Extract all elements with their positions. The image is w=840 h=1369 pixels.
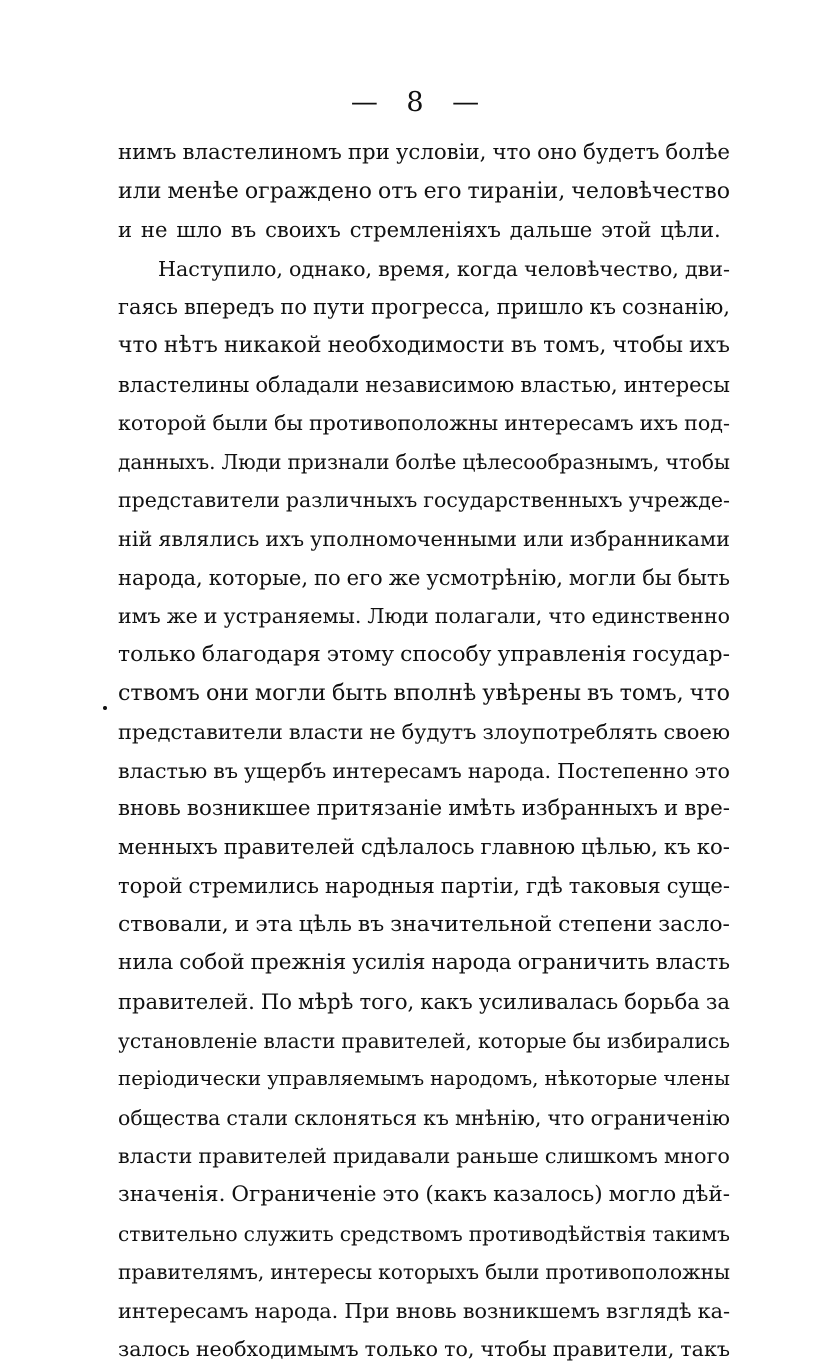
word: интересамъ (332, 758, 462, 783)
word: Люди (221, 449, 282, 474)
text-line (118, 829, 730, 868)
word: которые, (208, 565, 309, 590)
word: однако, (289, 256, 373, 281)
word: и (118, 217, 133, 243)
word: могли (254, 680, 326, 707)
text-line (118, 559, 730, 598)
word: стали (226, 1105, 288, 1130)
word: интересамъ (118, 1298, 249, 1323)
word: ихъ (639, 411, 679, 436)
word: увѣрены (482, 680, 581, 707)
word: что (689, 680, 730, 707)
word: мнѣнію, (454, 1105, 542, 1130)
word: усиливалась (478, 989, 619, 1015)
word: вре- (684, 796, 730, 822)
word: государственныхъ (423, 488, 623, 513)
word: къ (423, 1105, 449, 1130)
text-line (118, 1137, 730, 1176)
word: власти (118, 1144, 193, 1169)
word: человѣчество, (524, 256, 679, 281)
word: будутъ (401, 719, 477, 744)
word: они (205, 680, 249, 707)
word: по (280, 295, 307, 320)
word: ка- (697, 1298, 730, 1323)
text-line (118, 944, 730, 983)
word: мѣрѣ (298, 989, 354, 1015)
text-line (118, 134, 730, 173)
word: томъ, (543, 332, 607, 358)
text-line (118, 1253, 730, 1292)
word: усмотрѣнію, (426, 565, 563, 590)
word: засло- (658, 911, 730, 937)
word: это (382, 1182, 420, 1208)
word: представители (118, 719, 283, 744)
word: бы (572, 1028, 601, 1053)
word: прогресса, (370, 295, 491, 320)
word: суще- (666, 873, 730, 899)
word: пришло (496, 295, 584, 320)
text-line (118, 1176, 730, 1215)
word: ствомъ (118, 680, 200, 707)
text-line (118, 1215, 730, 1254)
word: интересы (270, 1260, 373, 1285)
word: народа. (467, 758, 552, 783)
word: придавали (332, 1144, 451, 1169)
word: полагали, (434, 604, 543, 629)
word: бы (274, 411, 303, 436)
word: возникшее (186, 796, 311, 822)
word: учрежде- (628, 488, 730, 513)
word: ихъ (265, 526, 305, 551)
word: тираніи, (467, 178, 566, 204)
word: слишкомъ (544, 1144, 658, 1169)
word: управленія (497, 641, 627, 667)
text-line (118, 443, 730, 482)
word: чтобы (480, 1337, 547, 1362)
text-line (118, 481, 730, 520)
word: ограничить (517, 950, 650, 976)
word: которые (477, 1028, 567, 1053)
word: прежнія (250, 950, 347, 976)
text-line (118, 327, 730, 366)
word: По (260, 989, 293, 1015)
word: сознанію, (622, 295, 730, 320)
word: государ- (632, 641, 730, 667)
word: же (388, 565, 421, 590)
word: устраняемы. (223, 604, 362, 629)
word: могли (568, 565, 637, 590)
word: представители (118, 488, 280, 513)
word: значительной (390, 911, 553, 937)
word: правителей (198, 1144, 327, 1169)
word: вновь (395, 1298, 457, 1323)
word: были (212, 411, 269, 436)
word: когда (456, 256, 518, 281)
word: такимъ (652, 1221, 730, 1246)
word: избранниками (569, 526, 730, 551)
text-line (118, 1099, 730, 1138)
word: (какъ (425, 1182, 488, 1208)
word: ствовали, (118, 911, 229, 937)
word: нила (118, 950, 174, 976)
word: чтобы (665, 449, 730, 474)
word: ко- (696, 834, 730, 860)
text-line (118, 790, 730, 829)
word: властью (118, 758, 208, 783)
word: усилія (352, 950, 426, 976)
word: управляемымъ (267, 1067, 425, 1091)
word: народа, (118, 565, 203, 590)
word: періодически (118, 1067, 262, 1091)
word: были (485, 1260, 540, 1285)
word: менныхъ (118, 834, 218, 860)
word: ствительно (118, 1221, 238, 1246)
word: имѣть (448, 796, 516, 822)
word: будетъ (583, 140, 660, 165)
text-line (118, 366, 730, 405)
word: дви- (684, 256, 730, 281)
word: то, (444, 1337, 475, 1362)
word: ограниченію (590, 1105, 730, 1130)
word: избранныхъ (521, 796, 658, 822)
word: быть (677, 565, 730, 590)
word: его (346, 565, 383, 590)
word: власть (655, 950, 730, 976)
word: которыхъ (378, 1260, 480, 1285)
text-line (118, 211, 730, 250)
word: избирались (606, 1028, 730, 1053)
word: какъ (420, 989, 473, 1015)
word: властелины (118, 372, 250, 397)
word: могло (608, 1182, 677, 1208)
word: что (548, 604, 586, 629)
text-line (118, 597, 730, 636)
word: независимою (365, 372, 515, 397)
word: ній (118, 526, 153, 551)
word: правителей (223, 834, 355, 860)
word: взглядѣ (606, 1298, 692, 1323)
word: къ (663, 834, 691, 860)
word: интересы (623, 372, 730, 397)
word: цѣль (298, 911, 352, 937)
word: возникшемъ (462, 1298, 600, 1323)
word: только (364, 1337, 439, 1362)
word: чтобы (612, 332, 683, 358)
word: Постепенно (557, 758, 689, 783)
word: противоположны (308, 411, 499, 436)
word: народа. (254, 1298, 339, 1323)
word: пути (312, 295, 365, 320)
word: болѣе (665, 140, 730, 165)
word: общества (118, 1105, 221, 1130)
word: которой (118, 411, 207, 436)
word: что (547, 1105, 585, 1130)
word: не (140, 217, 168, 243)
word: болѣе (395, 449, 457, 474)
text-line (118, 983, 730, 1022)
word: цѣлесообразнымъ, (462, 449, 660, 474)
text-line (118, 173, 730, 212)
word: своею (663, 719, 730, 744)
word: единственно (591, 604, 730, 629)
word: или (523, 526, 564, 551)
word: значенія. (118, 1182, 226, 1208)
word: собой (179, 950, 245, 976)
word: или (118, 178, 162, 204)
word: цѣли. (660, 217, 721, 243)
word: оно (537, 140, 577, 165)
word: его (423, 178, 462, 204)
word: въ (230, 217, 257, 243)
word: властелиномъ (182, 140, 342, 165)
text-line (118, 636, 730, 675)
word: являлись (158, 526, 260, 551)
word: ихъ (689, 332, 730, 358)
word: это (694, 758, 730, 783)
word: противоположны (545, 1260, 730, 1285)
word: противодѣйствія (468, 1221, 647, 1246)
word: народомъ, (430, 1067, 539, 1091)
word: при (347, 140, 390, 165)
word: При (344, 1298, 390, 1323)
text-line (118, 288, 730, 327)
word: и (234, 911, 250, 937)
text-line (118, 404, 730, 443)
word: правителей, (341, 1028, 472, 1053)
body-text (118, 134, 730, 1369)
word: эта (255, 911, 293, 937)
word: установленіе (118, 1028, 258, 1053)
word: человѣчество (571, 178, 730, 204)
text-line (118, 713, 730, 752)
text-line (118, 906, 730, 945)
word: правителямъ, (118, 1260, 265, 1285)
word: склоняться (294, 1105, 418, 1130)
word: средствомъ (339, 1221, 463, 1246)
word: главною (480, 834, 576, 860)
word: Ограниченіе (231, 1182, 377, 1208)
word: менѣе (167, 178, 239, 204)
word: въ (357, 911, 385, 937)
word: под- (684, 411, 730, 436)
word: только (118, 641, 196, 667)
word: въ (213, 758, 238, 783)
word: необходимымъ (195, 1337, 359, 1362)
word: данныхъ. (118, 449, 216, 474)
word: бы (642, 565, 672, 590)
word: условіи, (395, 140, 487, 165)
text-line (118, 1292, 730, 1331)
word: уполномоченными (310, 526, 517, 551)
word: въ (587, 680, 614, 707)
word: никакой (223, 332, 322, 358)
word: имъ (118, 604, 161, 629)
word: вполнѣ (393, 680, 477, 707)
word: этому (326, 641, 395, 667)
word: правителей. (118, 989, 255, 1015)
word: этой (601, 217, 652, 243)
word: къ (589, 295, 616, 320)
text-line (118, 674, 730, 713)
word: способу (400, 641, 492, 667)
word: гдѣ (526, 873, 563, 899)
word: степени (558, 911, 653, 937)
margin-ink-mark (103, 706, 107, 710)
word: члены (663, 1067, 730, 1091)
word: необходимости (327, 332, 505, 358)
word: залось (118, 1337, 190, 1362)
word: народныя (325, 873, 435, 899)
word: властью, (520, 372, 618, 397)
word: стремленіяхъ (349, 217, 501, 243)
word: по (314, 565, 341, 590)
word: нимъ (118, 140, 177, 165)
word: быть (332, 680, 388, 707)
word: таковыя (568, 873, 661, 899)
word: того, (359, 989, 415, 1015)
word: правители, (552, 1337, 675, 1362)
word: и (203, 604, 218, 629)
word: притязаніе (316, 796, 443, 822)
word: гаясь (118, 295, 178, 320)
word: ущербъ (243, 758, 327, 783)
text-line (118, 1060, 730, 1099)
word: различныхъ (285, 488, 418, 513)
word: стремились (188, 873, 319, 899)
word: нѣкоторые (544, 1067, 658, 1091)
word: же (166, 604, 198, 629)
word: впередъ (183, 295, 275, 320)
word: служить (243, 1221, 334, 1246)
word: злоупотреблять (482, 719, 658, 744)
word: партіи, (440, 873, 520, 899)
word: нѣтъ (163, 332, 218, 358)
word: ограждено (244, 178, 372, 204)
word: много (663, 1144, 730, 1169)
word: отъ (378, 178, 418, 204)
word: что (118, 332, 158, 358)
word: вновь (118, 796, 181, 822)
word: своихъ (265, 217, 341, 243)
text-line (118, 752, 730, 791)
word: дальше (509, 217, 593, 243)
text-line (118, 1330, 730, 1369)
word: за (705, 989, 730, 1015)
word: дѣй- (682, 1182, 730, 1208)
text-line (118, 867, 730, 906)
word: обладали (255, 372, 360, 397)
word: въ (510, 332, 537, 358)
text-line (118, 250, 730, 289)
word: борьба (624, 989, 700, 1015)
word: власти (288, 719, 364, 744)
page-number: — 8 — (350, 87, 490, 118)
text-line (118, 520, 730, 559)
word: власти (263, 1028, 336, 1053)
word: признали (287, 449, 390, 474)
word: интересамъ (504, 411, 634, 436)
word: что (492, 140, 532, 165)
word: казалось) (493, 1182, 603, 1208)
word: Люди (367, 604, 429, 629)
word: и (664, 796, 679, 822)
word: Наступило, (158, 256, 283, 281)
word: томъ, (619, 680, 684, 707)
word: раньше (456, 1144, 539, 1169)
text-line (118, 1022, 730, 1061)
word: время, (378, 256, 451, 281)
word: шло (176, 217, 223, 243)
word: такъ (680, 1337, 730, 1362)
word: цѣлью, (581, 834, 658, 860)
word: торой (118, 873, 183, 899)
word: благодаря (201, 641, 321, 667)
word: не (369, 719, 396, 744)
word: народа (431, 950, 512, 976)
word: сдѣлалось (360, 834, 475, 860)
